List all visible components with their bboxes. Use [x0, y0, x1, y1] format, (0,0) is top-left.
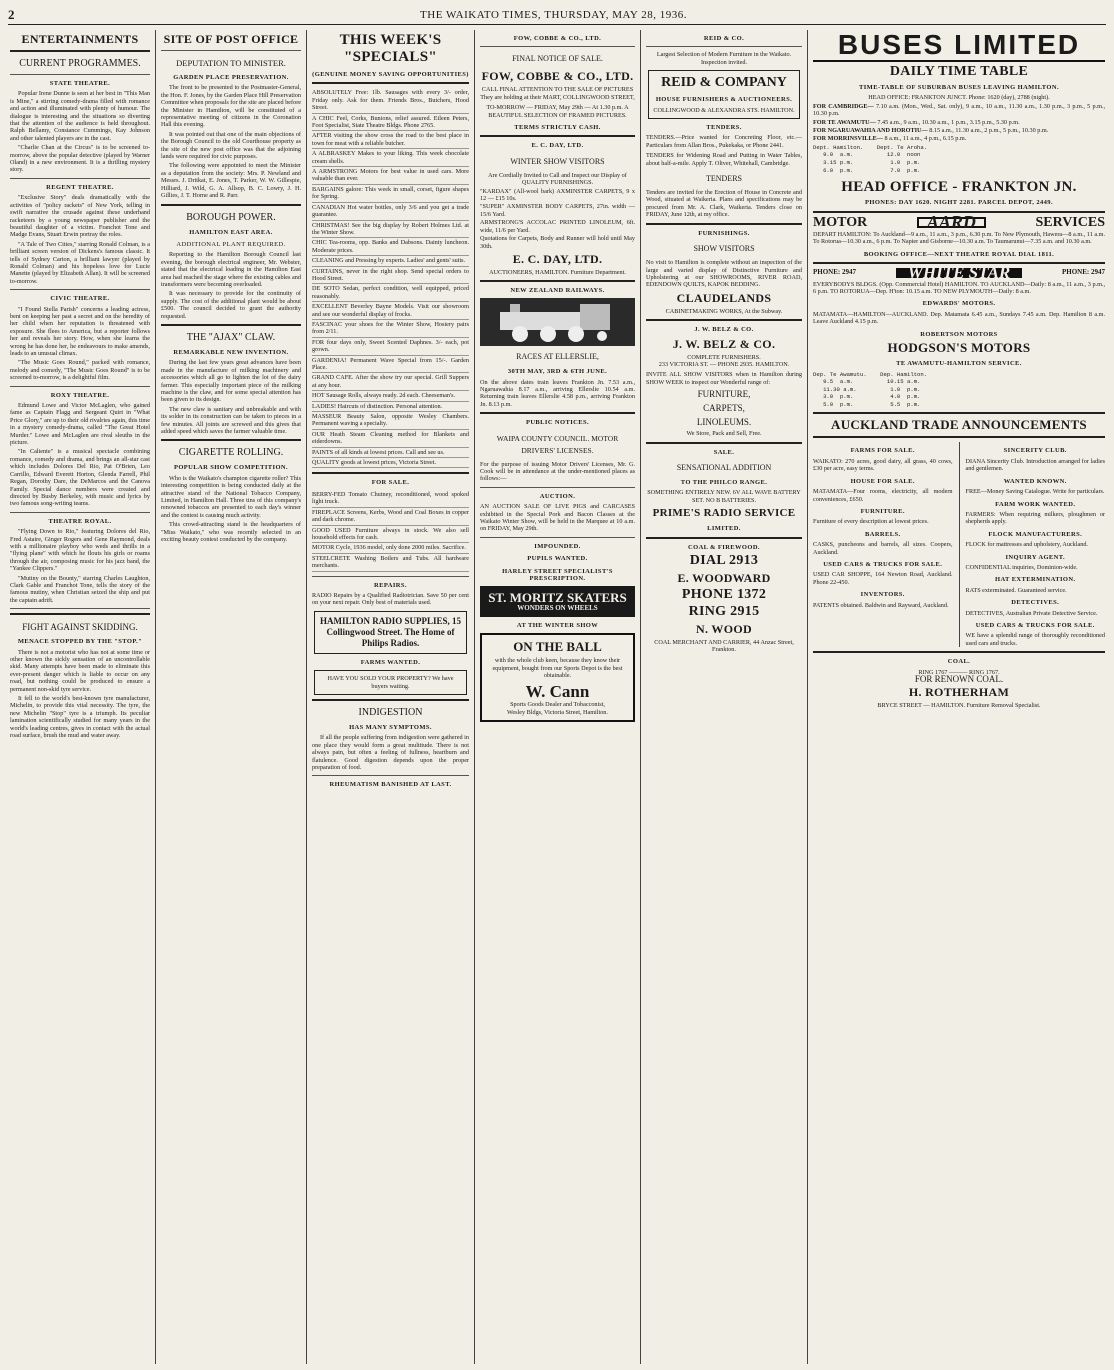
railways-heading: NEW ZEALAND RAILWAYS.	[510, 287, 605, 295]
aard-logo: AARD	[917, 217, 986, 228]
daily-time-table: DAILY TIME TABLE	[889, 64, 1029, 79]
cigarette-rolling-heading: CIGARETTE ROLLING.	[178, 447, 284, 459]
bus-route-times: 8.15 a.m., 11.30 a.m., 2 p.m., 5 p.m., 10.30 p.m.	[927, 127, 1049, 135]
trade-category-text: DIANA Sincerity Club. Introduction arranged for ladies and gentlemen.	[965, 457, 1105, 473]
theatre-paragraph: "Exclusive Story" deals dramatically with the activities of "policy rackets" of New York, telling in swift narrative the crusade against these underhand racketeers by a young newspaper publisher and the beautiful daughter of a victim. Franchot Tone and Madge Evans, Stuart Erwin portray the roles.	[10, 194, 150, 239]
special-ad: FASCINAC your shoes for the Winter Show, Hosiery pairs from 2/11.	[312, 320, 469, 338]
belz-item: LINOLEUMS.	[696, 417, 752, 428]
reid-company-ad	[648, 70, 800, 119]
on-the-ball-ad	[480, 633, 635, 722]
locomotive-illustration	[480, 298, 635, 348]
trade-category-heading: SINCERITY CLUB.	[1003, 447, 1067, 455]
theatre-paragraph: Popular Irene Dunne is seen at her best in "This Man is Mine," a stirring comedy-drama filled with romance and action and illuminated with plenty of humour. The dialogue is interesting and the situations so diverting that the attention of the audience is held throughout. Ralph Bellamy, Constance Cummings, Kay Johnson and other talented players are in the cast.	[10, 90, 150, 142]
st-moritz-sub: WONDERS ON WHEELS	[517, 604, 598, 613]
claudelands-sub: CABINETMAKING WORKS, At the Subway.	[665, 307, 783, 315]
theatre-listings	[10, 80, 150, 609]
theatre-paragraph: "I Found Stella Parish" concerns a leading actress, bent on keeping her past a secret and on the heredity of her child when her reputation is threatened with exposure. She flees to America, but a reporter follows her and reveals her story. How, when she learns the wrong he has done her, he endeavours to make amends, leads to an unusual climax.	[10, 305, 150, 357]
column-notices	[476, 30, 639, 1364]
special-ad: MASSEUR Beauty Salon, opposite Wesley Chambers. Permanent waving a specialty.	[312, 412, 469, 430]
ring-number: RING 2915	[688, 604, 760, 619]
indigestion-article: If all the people suffering from indigestion were gathered in one place they would form a great multitude. There is not always pain, but often a feeling of fullness, heartburn and flatulence. Good digestion depends upon the proper preparation of food.	[312, 734, 469, 771]
show-visitors-title: SHOW VISITORS	[693, 244, 755, 254]
article-paragraph: During the last few years great advances have been made in the manufacture of milking machinery and accessories which all go to lighten the lot of the dairy farmer. This especially important piece of the milking machine is the claw, and for some special attention has been given to its design.	[161, 359, 301, 404]
coal-ring: RING 1767 ——— RING 1767.	[918, 668, 1000, 676]
fcc-body: CALL FINAL ATTENTION TO THE SALE OF PICTURES They are holding at their MART, COLLINGWOOD STREET,	[480, 86, 635, 101]
furnishings-heading: FURNISHINGS.	[698, 229, 750, 237]
post-office-article	[161, 84, 301, 199]
masthead	[8, 6, 1106, 25]
hodgsons-sub: TE AWAMUTU-HAMILTON SERVICE.	[896, 360, 1022, 368]
nwood-name: N. WOOD	[696, 622, 752, 636]
special-ad: AFTER visiting the show cross the road to the best place in town for meat with a reliable butcher.	[312, 131, 469, 149]
final-notice-title: FINAL NOTICE OF SALE.	[512, 54, 603, 64]
radio-repairs-ad: RADIO Repairs by a Qualified Radiotrician. Save 50 per cent on your next repair. Only best of materials used.	[312, 591, 469, 607]
bus-route-label: FOR TE AWAMUTU—	[813, 118, 876, 126]
trade-category-text: FARMERS: When requiring milkers, ploughmen or shepherds apply.	[965, 510, 1105, 526]
w-cann-title: W. Cann	[525, 682, 590, 702]
hamilton-radio-ad	[314, 611, 467, 654]
auction-heading: AUCTION.	[539, 492, 576, 500]
special-ad: A ARMSTRONG Motors for best value in used cars. More valuable than ever.	[312, 167, 469, 185]
for-sale-ad: GOOD USED Furniture always in stock. We also sell household effects for cash.	[312, 526, 469, 544]
column-transport	[809, 30, 1109, 1364]
trade-category-heading: USED CARS & TRUCKS FOR SALE.	[975, 621, 1095, 629]
bus-route-label: FOR MORRINSVILLE—	[813, 135, 883, 143]
waipa-body: For the purpose of issuing Motor Drivers' Licenses, Mr. G. Cook will be in attendance at the under-mentioned places as follows:—	[480, 460, 635, 483]
special-ad: ABSOLUTELY Free: 1lb. Sausages with every 3/- order, Friday only. Ask for them. Friends Bros., Butchers, Hood Street.	[312, 88, 469, 113]
column-furnishers	[642, 30, 806, 1364]
article-paragraph: Who is the Waikato's champion cigarette roller? This interesting competition is being conducted daily at the attractive stand of the National Tobacco Company, Limited, in Hamilton Hall. Three tins of this company's renowned tobaccos are presented to each day's winner and the contest is causing much activity.	[161, 474, 301, 519]
fcc-terms: TERMS STRICTLY CASH.	[514, 124, 601, 132]
tenders-body: TENDERS.—Price wanted for Concreting Floor, etc.—Particulars from Allan Bros., Pukekaka, or Phone 2441.	[646, 134, 802, 149]
bus-route	[813, 127, 1105, 134]
railway-body: On the above dates train leaves Frankton Jn. 7.53 a.m., Ngaruawahia 8.17 a.m., arriving Ellerslie 10.54 a.m. Returning train leaves Ellerslie 4.58 p.m., arriving Frankton Jn. 8.13 p.m.	[480, 378, 635, 408]
theatre-heading: CIVIC THEATRE.	[50, 295, 110, 303]
trade-category-heading: HOUSE FOR SALE.	[850, 477, 915, 485]
aard-right: SERVICES	[1035, 214, 1105, 230]
special-ad: CURTAINS, never in the right shop. Send special orders to Hood Street.	[312, 267, 469, 285]
farms-wanted-text: HAVE YOU SOLD YOUR PROPERTY? We have buyers waiting.	[327, 675, 454, 690]
indigestion-heading: INDIGESTION	[358, 706, 423, 718]
page-number: 2	[8, 7, 15, 22]
ajax-claw-heading: THE "AJAX" CLAW.	[186, 331, 276, 343]
winter-show-visitors: WINTER SHOW VISITORS	[510, 156, 605, 166]
ecday-body: Are Cordially Invited to Call and Inspect our Display of QUALITY FURNISHINGS.	[488, 171, 627, 187]
skidding-paragraph: There is not a motorist who has not at some time or other known the sickly sensation of an uncontrollable skid. Many attempts have been made to eliminate this ever-present danger which is liable to occur on any road, but nothing could be produced to ensure a permanent non-skid tyre service.	[10, 648, 150, 693]
belz-header: J. W. BELZ & CO.	[694, 326, 754, 334]
article-paragraph: The new claw is sanitary and unbreakable and with its solder in its construction can be taken to pieces in a few minutes. All joints are screwed and this gives that added speed which saves the farmer valuable time.	[161, 405, 301, 436]
on-the-ball-title: ON THE BALL	[513, 639, 602, 655]
sale-heading: SALE.	[713, 448, 735, 456]
skidding-heading: FIGHT AGAINST SKIDDING.	[22, 622, 138, 633]
public-notices-heading: PUBLIC NOTICES.	[525, 419, 590, 427]
theatre-paragraph: "A Tale of Two Cities," starring Ronald Colman, is a brilliant screen version of Dickens's famous classic. It tells of Sydney Carton, a brilliant lawyer (played by Ronald Colman) and his hopeless love for Lucie Manette (played by Elizabeth Allan). It will be screened to-morrow.	[10, 240, 150, 285]
white-star-banner	[813, 263, 1105, 283]
article-paragraph: This crowd-attracting stand is the headquarters of "Miss Waikato," who was recently selected in an exciting beauty contest conducted by the company.	[161, 521, 301, 544]
primes-sub: LIMITED.	[707, 525, 741, 533]
trade-category-heading: USED CARS & TRUCKS FOR SALE.	[823, 560, 943, 568]
aard-left: MOTOR	[813, 214, 868, 230]
trade-category-text: DETECTIVES, Australian Private Detective Service.	[965, 609, 1098, 617]
trade-category-heading: FARM WORK WANTED.	[995, 500, 1076, 508]
on-the-ball-body: with the whole club keen, because they know their equipment, bought from our Sports Depot is the best obtainable.	[492, 657, 623, 680]
ajax-claw-article	[161, 359, 301, 435]
robertson-title: ROBERTSON MOTORS	[920, 330, 998, 338]
trade-category-heading: FLOCK MANUFACTURERS.	[988, 530, 1083, 538]
trade-category-text: WE have a splendid range of thoroughly reconditioned used cars and trucks.	[965, 632, 1105, 647]
edwards-body: MATAMATA—HAMILTON—AUCKLAND. Dep. Matamata 6.45 a.m., Sundays 7.45 a.m. Dep. Hamilton 8 a.m. Leave Auckland 4.15 p.m.	[813, 310, 1105, 326]
current-programmes-heading: CURRENT PROGRAMMES.	[19, 58, 141, 69]
tenders-roads: TENDERS for Widening Road and Putting in Water Tables, about half-a-mile. Apply T. Oliver, Whitehall, Cambridge.	[646, 152, 802, 167]
theatre-paragraph: "The Music Goes Round," packed with romance, melody and comedy, "The Music Goes Round" is to be screened to-morrow, is a delightful film.	[10, 359, 150, 382]
rotherham-sub: BRYCE STREET — HAMILTON. Furniture Removal Specialist.	[877, 702, 1041, 710]
additional-plant-heading: ADDITIONAL PLANT REQUIRED.	[176, 240, 286, 248]
trade-category-text: PATENTS obtained. Baldwin and Rayward, Auckland.	[813, 601, 949, 609]
entertainments-heading: ENTERTAINMENTS	[21, 32, 139, 46]
special-ad: GARDENIA! Permanent Wave Special from 15/-. Garden Place.	[312, 356, 469, 374]
garden-place-heading: GARDEN PLACE PRESERVATION.	[173, 74, 289, 81]
article-paragraph: The following were appointed to meet the Minister as a deputation from the society: Mrs. P. Newland and Messrs. J. Dritkat, E. Jones, T. Parker, W. W. Gillespie, Hilliard, J. Wild, G. A. Allsop, B. C. Lowry, J. H. Gillies, J. T. Horne and R. Parr.	[161, 162, 301, 200]
head-office-phones: PHONES: DAY 1620. NIGHT 2281. PARCEL DEPOT, 2449.	[865, 199, 1053, 207]
trade-category-text: MATAMATA—Four rooms, electricity, all modern conveniences, £650.	[813, 488, 953, 503]
phone-number: PHONE 1372	[681, 587, 767, 602]
waipa-title: WAIPA COUNTY COUNCIL. MOTOR DRIVERS' LICENSES.	[496, 433, 619, 455]
head-office-title: HEAD OFFICE - FRANKTON JN.	[841, 179, 1077, 196]
locomotive-icon	[480, 298, 635, 346]
for-sale-ad: BERRY-FED Tomato Chutney, reconditioned, wood spoked light truck.	[312, 490, 469, 508]
furnishing-item: ARMSTRONG'S ACCOLAC PRINTED LINOLEUM, 6ft. wide, 11/6 per Yard.	[480, 219, 635, 234]
fcc-date: TO-MORROW — FRIDAY, May 29th — At 1.30 p.m. A BEAUTIFUL SELECTION OF FRAMED PICTURES.	[486, 104, 629, 119]
furnishings-body: No visit to Hamilton is complete without an inspection of the large and varied display of Distinctive Furniture and Upholstering at our SHOWROOMS, RIVER ROAD, EDENDOWN QUILTS, KAPOK BEDDING.	[646, 259, 802, 289]
article-paragraph: It was pointed out that one of the main objections of the Borough Council to the old Courthouse property as the site of the new post office was that the adjoining lands were required for civic purposes.	[161, 130, 301, 161]
post-office-heading: SITE OF POST OFFICE	[163, 32, 299, 46]
st-moritz-ad	[480, 586, 635, 616]
special-ad: OUR Heath Steam Cleaning method for Blankets and eiderdowns.	[312, 430, 469, 448]
edwards-title: EDWARDS' MOTORS.	[922, 300, 996, 308]
for-sale-list	[312, 490, 469, 572]
hamilton-radio-text: HAMILTON RADIO SUPPLIES, 15 Collingwood Street. The Home of Philips Radios.	[319, 615, 462, 648]
tenders-title: TENDERS	[706, 174, 742, 184]
special-ad: A CHIC Feel, Corks, Bunions, relief assured. Eileen Peters, Foot Specialist, State Theatre Bldgs. Phone 2765.	[312, 114, 469, 132]
furnishing-item: Quotations for Carpets, Body and Runner will hold until May 30th.	[480, 235, 635, 250]
theatre-heading: STATE THEATRE.	[49, 80, 111, 87]
coal-firewood-heading: COAL & FIREWOOD.	[688, 543, 760, 551]
white-star-body: EVERYBODYS BLDGS. (Opp. Commercial Hotel) HAMILTON. TO AUCKLAND—Daily: 8 a.m., 11 a.m., 3 p.m., 6 p.m. TO ROTORUA—Dep. H'ton: 10.15 a.m. TO NEW PLYMOUTH—Daily: 8 a.m.	[813, 280, 1105, 296]
furnishing-item: "KARDAX" (All-wool bark) AXMINSTER CARPETS, 9 x 12 — £15 10s.	[480, 187, 635, 203]
ecday-sub: AUCTIONEERS, HAMILTON. Furniture Department.	[489, 268, 626, 276]
belz-item: FURNITURE,	[697, 389, 751, 400]
special-ad: QUALITY goods at lowest prices, Victoria Street.	[312, 458, 469, 468]
belz-sub: COMPLETE FURNISHERS.	[687, 353, 761, 361]
rheumatism-heading: RHEUMATISM BANISHED AT LAST.	[329, 781, 452, 789]
hamilton-east-heading: HAMILTON EAST AREA.	[189, 228, 273, 236]
special-ad: LADIES! Haircuts of distinction. Personal attention.	[312, 402, 469, 412]
trade-category-text: WAIKATO: 270 acres, good dairy, all grass, 40 cows, £30 per acre, easy terms.	[813, 457, 953, 473]
theatre-heading: REGENT THEATRE.	[46, 183, 114, 191]
aard-banner	[813, 211, 1105, 232]
reid-header: REID & CO.	[703, 35, 745, 42]
bus-route-times: 7.10 a.m. (Mon., Wed., Sat. only), 9 a.m., 10 a.m., 11.30 a.m., 1.30 p.m., 3 p.m., 5 p.m., 10.30 p.m.	[813, 102, 1106, 118]
philco-sub: TO THE PHILCO RANGE.	[680, 478, 768, 486]
primes-name: PRIME'S RADIO SERVICE	[652, 507, 796, 520]
trade-category-heading: DETECTIVES.	[1011, 599, 1060, 607]
te-aroha-table: Dept. Hamilton. Dept. Te Aroha. 9.0 a.m. 12.0 noon 3.15 p.m. 1.0 p.m. 6.0 p.m. 7.0 p.m.	[813, 143, 928, 174]
paper-title: THE WAIKATO TIMES, THURSDAY, MAY 28, 1936.	[420, 9, 687, 21]
trade-category-heading: FARMS FOR SALE.	[850, 447, 915, 455]
theatre-heading: THEATRE ROYAL.	[48, 517, 112, 525]
bus-route	[813, 135, 1105, 142]
column-entertainments	[6, 30, 154, 1364]
tenders-house: Tenders are invited for the Erection of House in Concrete and Wood, situated at Waikeria. Plans and specifications may be procured from Mr. A. Clark, Waikeria. Tenders close on FRIDAY, June 12th, at my office.	[646, 189, 802, 219]
belz-items	[646, 388, 802, 428]
divider	[10, 289, 150, 290]
for-sale-heading: FOR SALE.	[371, 479, 410, 487]
skidding-paragraph: It fell to the world's best-known tyre manufacturer, Michelin, to provide this vital necessity. The tyre, the new Michelin "Stop" tyre is a triumph. Its peculiar lamination scientifically studied for many years in the world's leading centres, gives in contact with the actual road surface, brush the mud and water away.	[10, 695, 150, 740]
special-ad: HOT Sausage Rolls, always ready. 2d each. Cheeseman's.	[312, 391, 469, 401]
nwood-sub: COAL MERCHANT AND CARRIER, 44 Anzac Street, Frankton.	[654, 639, 794, 654]
reid-intro: Largest Selection of Modern Furniture in the Waikato. Inspection invited.	[656, 51, 792, 66]
special-ad: GRAND CAFE. After the show try our special. Grill Suppers at any hour.	[312, 373, 469, 391]
for-sale-ad: MOTOR Cycle, 1936 model, only done 2000 miles. Sacrifice.	[312, 543, 469, 553]
trade-category-text: CASKS, puncheons and barrels, all sizes. Coopers, Auckland.	[813, 541, 953, 556]
fcc-header: FOW, COBBE & CO., LTD.	[513, 35, 602, 42]
pupils-wanted-heading: PUPILS WANTED.	[527, 555, 588, 563]
borough-power-article	[161, 251, 301, 320]
st-moritz-foot: AT THE WINTER SHOW	[516, 621, 599, 629]
trade-category-text: FLOCK for mattresses and upholstery, Auckland.	[965, 541, 1088, 549]
belz-item: CARPETS,	[703, 403, 745, 414]
hodgsons-table: Dep. Te Awamutu. Dep. Hamilton. 9.5 a.m. 10.15 a.m. 11.30 a.m. 1.0 p.m. 3.0 p.m. 4.0 p.m. 5.0 p.m. 5.5 p.m.	[813, 370, 928, 408]
furnishing-item: "SUPER" AXMINSTER BODY CARPETS, 27in. width — 15/6 Yard.	[480, 203, 635, 218]
deputation-heading: DEPUTATION TO MINISTER.	[176, 58, 286, 68]
bus-route	[813, 103, 1105, 118]
theatre-paragraph: "Charlie Chan at the Circus" is to be screened to-morrow, above the popular detective (played by Warner Oland) in a new environment. It is a thrilling mystery story.	[10, 144, 150, 174]
column-specials	[308, 30, 473, 1364]
tenders-heading: TENDERS.	[706, 124, 742, 132]
column-post-office	[157, 30, 305, 1364]
philco-title: SENSATIONAL ADDITION	[676, 462, 772, 472]
bus-route-label: FOR NGARUAWAHIA AND HOROTIU—	[813, 127, 928, 135]
bus-route-times: 7.45 a.m., 9 a.m., 10.30 a.m., 1 p.m., 3.15 p.m., 5.30 p.m.	[875, 118, 1020, 126]
repairs-heading: REPAIRS.	[374, 581, 407, 589]
show-competition-heading: POPULAR SHOW COMPETITION.	[173, 464, 289, 472]
trade-category-heading: INVENTORS.	[860, 591, 905, 599]
ellerslie-title: RACES AT ELLERSLIE,	[516, 352, 599, 362]
buses-limited-title: BUSES LIMITED	[813, 30, 1105, 62]
theatre-paragraph: Edmund Lowe and Victor McLaglen, who gained fame as Captain Flagg and Sergeant Quirt in "What Price Glory," are up to their old rivalries again, this time in a mystery comedy-drama, called "The Great Hotel Murder." Lowe and McLaglen are rival sleuths in the picture.	[10, 402, 150, 447]
timetable-line: TIME-TABLE OF SUBURBAN BUSES LEAVING HAMILTON.	[859, 84, 1059, 91]
article-paragraph: Reporting to the Hamilton Borough Council last evening, the borough electrical engineer, Mr. Webster, stated that the electrical loading in the Hamilton East area had reached the stage where the existing cables and transformers were becoming overloaded.	[161, 251, 301, 288]
claudelands-name: CLAUDELANDS	[676, 290, 772, 305]
special-ad: CLEANING and Pressing by experts. Ladies' and gents' suits.	[312, 256, 469, 266]
specials-heading: THIS WEEK'S "SPECIALS"	[339, 32, 442, 65]
for-sale-ad: FIREPLACE Screens, Kerbs, Wood and Coal Boxes in copper and dark chrome.	[312, 508, 469, 526]
special-ad: BARGAINS galore: This week in small, corset, figure shapes for Spring.	[312, 185, 469, 203]
ecday-name: E. C. DAY, LTD.	[512, 251, 603, 266]
aard-booking: BOOKING OFFICE—NEXT THEATRE ROYAL DIAL 1811.	[863, 250, 1055, 258]
indigestion-subheading: HAS MANY SYMPTOMS.	[349, 723, 432, 731]
bus-route-times: 8 a.m., 11 a.m., 4 p.m., 6.15 p.m.	[882, 135, 967, 143]
article-paragraph: The front to be presented to the Postmaster-General, the Hon. F. Jones, by the Garden Place Hill Preservation Committee when proposals for the site are placed before the Minister in Hamilton, will be constituted of a representative meeting of citizens in the Coronation Hall this evening.	[161, 84, 301, 129]
coal-for: FOR RENOWN COAL.	[914, 674, 1004, 684]
ellerslie-dates: 30TH MAY, 3RD & 6TH JUNE.	[507, 368, 608, 376]
fcc-name: FOW, COBBE & CO., LTD.	[481, 69, 634, 84]
special-ad: PAINTS of all kinds at lowest prices. Call and see us.	[312, 448, 469, 458]
farms-wanted-heading: FARMS WANTED.	[360, 658, 421, 666]
white-star-logo: WHITE STAR	[896, 268, 1023, 277]
divider	[10, 608, 150, 609]
for-sale-ad: STEELCRETE Washing Boilers and Tubs. All hardware merchants.	[312, 554, 469, 572]
philco-body: SOMETHING ENTIRELY NEW. 6V ALL WAVE BATTERY SET. NO B BATTERIES.	[647, 489, 801, 504]
head-office-line: HEAD OFFICE: FRANKTON JUNCT. Phone: 1620 (day), 2788 (night).	[868, 94, 1050, 102]
article-paragraph: It was necessary to provide for the continuity of supply. The cost of the additional plant would be about £500. The council decided to grant the authority requested.	[161, 290, 301, 320]
auction-body: AN AUCTION SALE OF LIVE PIGS and CARCASES exhibited in the Special Pork and Bacon Classes at the Waikato Winter Show, will be held in the Marquee at 10 a.m. on FRIDAY, May 29th.	[480, 503, 635, 533]
trade-category-text: USED CAR SHOPPE, 164 Newton Road, Auckland. Phone 22-450.	[813, 571, 953, 586]
ecday-items	[480, 188, 635, 250]
reid-sub: HOUSE FURNISHERS & AUCTIONEERS.	[655, 96, 793, 104]
bus-route	[813, 119, 1105, 126]
aard-body: DEPART HAMILTON: To Auckland—9 a.m., 11 a.m., 3 p.m., 6.30 p.m. To New Plymouth, Hawera—8 a.m., 11 a.m. To Rotorua—10.30 a.m., 6 p.m. To Napier and Gisborne—10.30 a.m. To Taumarunui—7.35 a.m. and 10.30 a.m.	[813, 231, 1105, 246]
coal-heading: COAL.	[947, 658, 971, 666]
reid-addr: COLLINGWOOD & ALEXANDRA STS. HAMILTON.	[653, 106, 795, 114]
trade-category-heading: WANTED KNOWN.	[1003, 477, 1067, 485]
special-ad: EXCELLENT Beverley Bayne Models. Visit our showroom and see our wonderful display of frocks.	[312, 302, 469, 320]
trade-category-text: FREE—Money Saving Catalogue. Write for particulars.	[965, 488, 1105, 496]
belz-foot: We Store, Pack and Sell, Free.	[686, 430, 762, 438]
bus-schedule	[813, 103, 1105, 143]
special-ad: CHIC Tea-rooms, opp. Banks and Dabsons. Dainty luncheon. Moderate prices.	[312, 238, 469, 256]
divider	[10, 512, 150, 513]
specials-subheading: (GENUINE MONEY SAVING OPPORTUNITIES)	[312, 71, 469, 78]
hodgsons-title: HODGSON'S MOTORS	[887, 340, 1031, 356]
trade-category-heading: BARRELS.	[864, 530, 901, 538]
specials-list	[312, 88, 469, 468]
trade-right-column	[966, 442, 1106, 647]
new-invention-heading: REMARKABLE NEW INVENTION.	[173, 348, 289, 356]
auckland-trade-title: AUCKLAND TRADE ANNOUNCEMENTS	[831, 417, 1087, 433]
farms-wanted-ad	[314, 670, 467, 695]
white-star-phone-left: PHONE: 2947	[813, 268, 856, 277]
theatre-paragraph: "Flying Down to Rio," featuring Dolores del Rio, Fred Astaire, Ginger Rogers and Gene Raymond, deals with a millionaire playboy who weds and thrills in a "flying plane" with which he flouts his girls or roams through the air, composing music for his jazz band, the "Yankee Clippers."	[10, 528, 150, 573]
bus-route-label: FOR CAMBRIDGE—	[813, 102, 874, 110]
w-cann-sub: Sports Goods Dealer and Tobacconist,	[510, 701, 605, 709]
harley-heading: HARLEY STREET SPECIALIST'S PRESCRIPTION.	[502, 567, 613, 583]
skidding-subheading: MENACE STOPPED BY THE "STOP."	[17, 638, 143, 646]
trade-category-heading: FURNITURE.	[860, 507, 905, 515]
reid-name: REID & COMPANY	[661, 75, 787, 91]
divider	[10, 386, 150, 387]
woodward-name: E. WOODWARD	[677, 571, 771, 585]
belz-addr: 233 VICTORIA ST. — PHONE 2935. HAMILTON.	[658, 360, 790, 368]
rotherham-name: H. ROTHERHAM	[908, 685, 1010, 700]
cigarette-article	[161, 475, 301, 544]
trade-category-text: Furniture of every description at lowest prices.	[813, 518, 929, 526]
trade-left-column	[813, 442, 953, 647]
special-ad: CHRISTMAS! See the big display by Robert Holmes Ltd. at the Winter Show.	[312, 221, 469, 239]
belz-invite: INVITE ALL SHOW VISITORS when in Hamilton during SHOW WEEK to inspect our Wonderful range of:	[646, 371, 802, 386]
special-ad: CANADIAN Hot water bottles, only 3/6 and you get a trade guarantee.	[312, 203, 469, 221]
trade-category-text: CONFIDENTIAL inquiries, Dominion-wide.	[965, 563, 1078, 571]
belz-name: J. W. BELZ & CO.	[672, 336, 776, 351]
theatre-paragraph: "Mutiny on the Bounty," starring Charles Laughton, Clark Gable and Franchot Tone, tells the story of the famous mutiny, when Christian seized the ship and put the captain adrift.	[10, 574, 150, 604]
dial-number: DIAL 2913	[689, 553, 759, 568]
theatre-heading: ROXY THEATRE.	[50, 391, 110, 399]
divider	[10, 178, 150, 179]
special-ad: A ALBRASKEY Makes to your liking. This week chocolate cream shells.	[312, 149, 469, 167]
st-moritz-title: ST. MORITZ SKATERS	[488, 590, 627, 606]
borough-power-heading: BOROUGH POWER.	[186, 211, 276, 223]
trade-category-text: RATS exterminated. Guaranteed service.	[965, 586, 1067, 594]
special-ad: FOR four days only, Sweet Scented Daphnes. 3/- each, pot grown.	[312, 338, 469, 356]
white-star-phone-right: PHONE: 2947	[1062, 268, 1105, 277]
trade-category-heading: INQUIRY AGENT.	[1005, 553, 1066, 561]
w-cann-addr: Wesley Bldgs, Victoria Street, Hamilton.	[507, 708, 608, 716]
trade-announcements	[813, 442, 1105, 647]
ecday-header: E. C. DAY, LTD.	[531, 142, 584, 150]
special-ad: DE SOTO Sedan, perfect condition, well equipped, priced reasonably.	[312, 284, 469, 302]
trade-category-heading: HAT EXTERMINATION.	[994, 576, 1076, 584]
theatre-paragraph: "In Caliente" is a musical spectacle combining romance, comedy and drama, and brings an all-star cast which includes Dolores Del Rio, Pat O'Brien, Leo Carrillo, Edward Everett Horton, Glenda Farrell, Phil Regan, Dorothy Dare, the DeMarcos and the Canova Family. Special dance numbers were created and directed by Busby Berkeley, with music and lyrics by two famous song-writing teams.	[10, 448, 150, 508]
skidding-article	[10, 649, 150, 740]
impounded-heading: IMPOUNDED.	[534, 542, 581, 550]
